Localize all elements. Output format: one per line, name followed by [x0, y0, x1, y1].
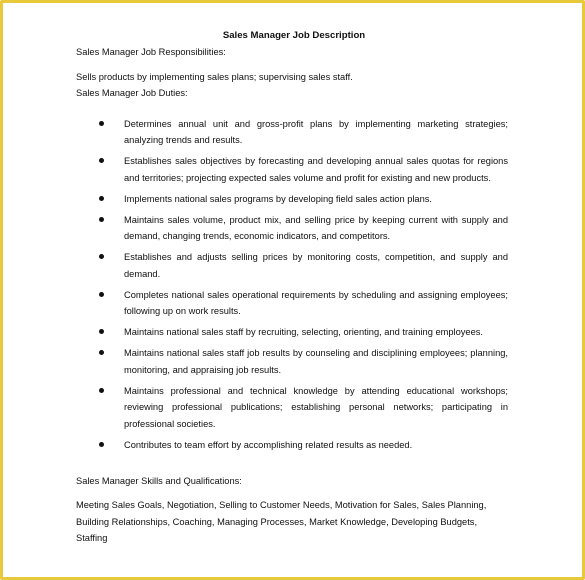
- duties-list: [76, 116, 508, 454]
- bullet-icon: [99, 350, 104, 355]
- list-item: [76, 153, 508, 186]
- duty-text: Establishes and adjusts selling prices by monitoring costs, competition, and supply and demand.: [124, 252, 508, 279]
- duty-text: Establishes sales objectives by forecasting and developing annual sales quotas for regions and territories; projecting expected sales volume and profit for existing and new products.: [124, 156, 508, 183]
- duty-text: Determines annual unit and gross-profit plans by implementing marketing strategies; analyzing trends and results.: [124, 118, 508, 145]
- skills-text: Meeting Sales Goals, Negotiation, Selling to Customer Needs, Motivation for Sales, Sales Planning, Building Relationships, Coaching, Managing Processes, Market Knowledge, Developing Budgets, Staffing: [76, 500, 487, 543]
- list-item: [76, 345, 508, 378]
- duty-text: Maintains national sales staff job results by counseling and disciplining employees; planning, monitoring, and appraising job results.: [124, 348, 508, 375]
- duty-text: Contributes to team effort by accomplishing related results as needed.: [124, 439, 413, 450]
- document-page: [76, 28, 508, 547]
- list-item: [76, 324, 508, 341]
- list-item: [76, 383, 508, 433]
- duty-text: Maintains national sales staff by recruiting, selecting, orienting, and training employees.: [124, 327, 483, 337]
- bullet-icon: [99, 254, 104, 259]
- duty-text: Completes national sales operational requirements by scheduling and assigning employees; following up on work results.: [124, 289, 508, 316]
- list-item: [76, 249, 508, 282]
- duty-text: Implements national sales programs by developing field sales action plans.: [124, 193, 433, 204]
- document-title: Sales Manager Job Description: [222, 30, 366, 41]
- list-item: [76, 191, 508, 208]
- list-item: [76, 437, 508, 454]
- bullet-icon: [99, 292, 104, 297]
- list-item: [76, 287, 508, 320]
- bullet-icon: [99, 442, 104, 447]
- bullet-icon: [99, 329, 104, 334]
- skills-heading: Sales Manager Skills and Qualifications:: [76, 475, 242, 486]
- list-item: [76, 116, 508, 149]
- bullet-icon: [99, 158, 104, 163]
- list-item: [76, 212, 508, 245]
- duty-text: Maintains professional and technical knowledge by attending educational workshops; reviewing professional publications; establishing personal networks; participating in professional societies.: [124, 385, 508, 429]
- duty-text: Maintains sales volume, product mix, and selling price by keeping current with supply and demand, changing trends, economic indicators, and competitors.: [124, 214, 508, 241]
- bullet-icon: [99, 121, 104, 126]
- responsibilities-text: Sells products by implementing sales plans; supervising sales staff.: [76, 71, 353, 82]
- duties-heading: Sales Manager Job Duties:: [76, 88, 188, 98]
- bullet-icon: [99, 196, 104, 201]
- bullet-icon: [99, 388, 104, 393]
- bullet-icon: [99, 217, 104, 222]
- responsibilities-heading: Sales Manager Job Responsibilities:: [76, 47, 226, 57]
